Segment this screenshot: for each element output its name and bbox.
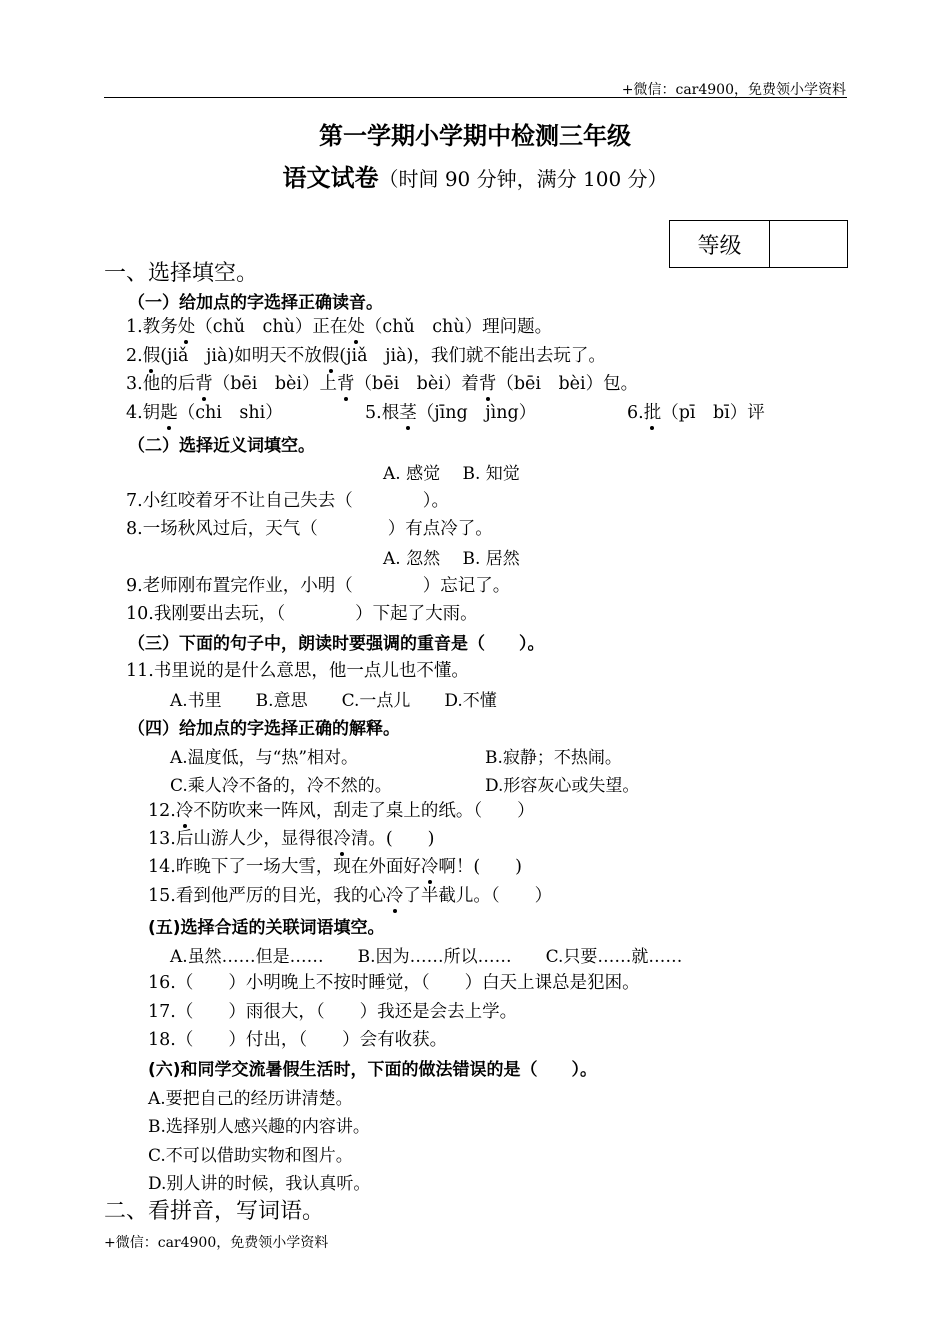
question-8: 8.一场秋风过后，天气（ ）有点冷了。 bbox=[126, 519, 493, 539]
part-4-option-a: A.温度低，与“热”相对。 bbox=[170, 748, 359, 768]
emphasis-char: 冷 bbox=[421, 853, 439, 878]
emphasis-char: 背 bbox=[195, 370, 213, 395]
emphasis-char: 冷 bbox=[333, 825, 351, 850]
subtitle-rest: （时间 90 分钟，满分 100 分） bbox=[378, 167, 668, 191]
part-1-heading: （一）给加点的字选择正确读音。 bbox=[128, 293, 383, 313]
part-2-heading: （二）选择近义词填空。 bbox=[128, 436, 315, 456]
part-4-option-c: C.乘人冷不备的，冷不然的。 bbox=[170, 776, 392, 796]
grade-label: 等级 bbox=[670, 221, 770, 267]
emphasis-char: 冷 bbox=[176, 797, 194, 822]
question-18: 18.（ ）付出，（ ）会有收获。 bbox=[148, 1030, 448, 1050]
emphasis-char: 处 bbox=[178, 313, 196, 338]
part-6-option-c: C.不可以借助实物和图片。 bbox=[148, 1146, 353, 1166]
part-6-option-d: D.别人讲的时候，我认真听。 bbox=[148, 1174, 371, 1194]
header-rule bbox=[104, 97, 847, 98]
part-5-options: A.虽然……但是…… B.因为……所以…… C.只要……就…… bbox=[170, 947, 683, 967]
emphasis-char: 批 bbox=[644, 399, 662, 424]
part-3-options: A.书里 B.意思 C.一点儿 D.不懂 bbox=[170, 691, 497, 711]
emphasis-char: 匙 bbox=[160, 399, 178, 424]
question-4: 4.钥匙（chi shi） bbox=[126, 399, 283, 424]
emphasis-char: 冷 bbox=[386, 882, 404, 907]
question-3: 3.他的后背（bēi bèi）上背（bēi bèi）着背（bēi bèi）包。 bbox=[126, 370, 638, 395]
question-14: 14.昨晚下了一场大雪，现在外面好冷啊！( ) bbox=[148, 853, 522, 878]
part-6-option-b: B.选择别人感兴趣的内容讲。 bbox=[148, 1117, 370, 1137]
page-subtitle bbox=[0, 158, 950, 193]
question-7: 7.小红咬着牙不让自己失去（ ）。 bbox=[126, 491, 449, 511]
question-15: 15.看到他严厉的目光，我的心冷了半截儿。（ ） bbox=[148, 882, 552, 907]
section-1-heading: 一、选择填空。 bbox=[104, 261, 259, 286]
page-title: 第一学期小学期中检测三年级 bbox=[319, 122, 631, 150]
grade-box bbox=[669, 220, 848, 268]
part-6-heading: (六)和同学交流暑假生活时，下面的做法错误的是（ ）。 bbox=[148, 1060, 598, 1080]
part-2-options-2: A. 忽然 B. 居然 bbox=[383, 549, 520, 569]
footer-note: +微信：car4900，免费领小学资料 bbox=[104, 1235, 329, 1251]
section-2-heading: 二、看拼音，写词语。 bbox=[104, 1199, 325, 1224]
header-note: +微信：car4900，免费领小学资料 bbox=[621, 82, 846, 98]
question-2: 2.假(jiǎ jià)如明天不放假(jiǎ jià)，我们就不能出去玩了。 bbox=[126, 342, 606, 367]
part-2-options-1: A. 感觉 B. 知觉 bbox=[383, 464, 520, 484]
emphasis-char: 假 bbox=[143, 342, 161, 367]
question-1: 1.教务处（chǔ chù）正在处（chǔ chù）理问题。 bbox=[126, 313, 552, 338]
part-4-option-b: B.寂静；不热闹。 bbox=[485, 748, 622, 768]
part-4-option-d: D.形容灰心或失望。 bbox=[485, 776, 640, 796]
question-17: 17.（ ）雨很大，（ ）我还是会去上学。 bbox=[148, 1002, 518, 1022]
part-5-heading: (五)选择合适的关联词语填空。 bbox=[148, 918, 385, 938]
question-9: 9.老师刚布置完作业，小明（ ）忘记了。 bbox=[126, 576, 511, 596]
part-6-option-a: A.要把自己的经历讲清楚。 bbox=[148, 1089, 353, 1109]
question-13: 13.后山游人少，显得很冷清。( ) bbox=[148, 825, 435, 850]
emphasis-char: 处 bbox=[347, 313, 365, 338]
emphasis-char: 假 bbox=[322, 342, 340, 367]
question-5: 5.根茎（jīng jìng） bbox=[365, 399, 536, 424]
question-6: 6.批（pī bī）评 bbox=[627, 399, 765, 424]
part-4-heading: （四）给加点的字选择正确的解释。 bbox=[128, 719, 400, 739]
question-11: 11.书里说的是什么意思，他一点儿也不懂。 bbox=[126, 661, 469, 681]
question-16: 16.（ ）小明晚上不按时睡觉，（ ）白天上课总是犯困。 bbox=[148, 973, 640, 993]
question-12: 12.冷不防吹来一阵风，刮走了桌上的纸。（ ） bbox=[148, 797, 535, 822]
grade-value-field[interactable] bbox=[770, 221, 847, 267]
part-3-heading: （三）下面的句子中，朗读时要强调的重音是（ ）。 bbox=[128, 634, 545, 654]
emphasis-char: 背 bbox=[337, 370, 355, 395]
emphasis-char: 茎 bbox=[399, 399, 417, 424]
question-10: 10.我刚要出去玩，（ ）下起了大雨。 bbox=[126, 604, 478, 624]
emphasis-char: 背 bbox=[479, 370, 497, 395]
subtitle-bold: 语文试卷 bbox=[282, 164, 379, 192]
